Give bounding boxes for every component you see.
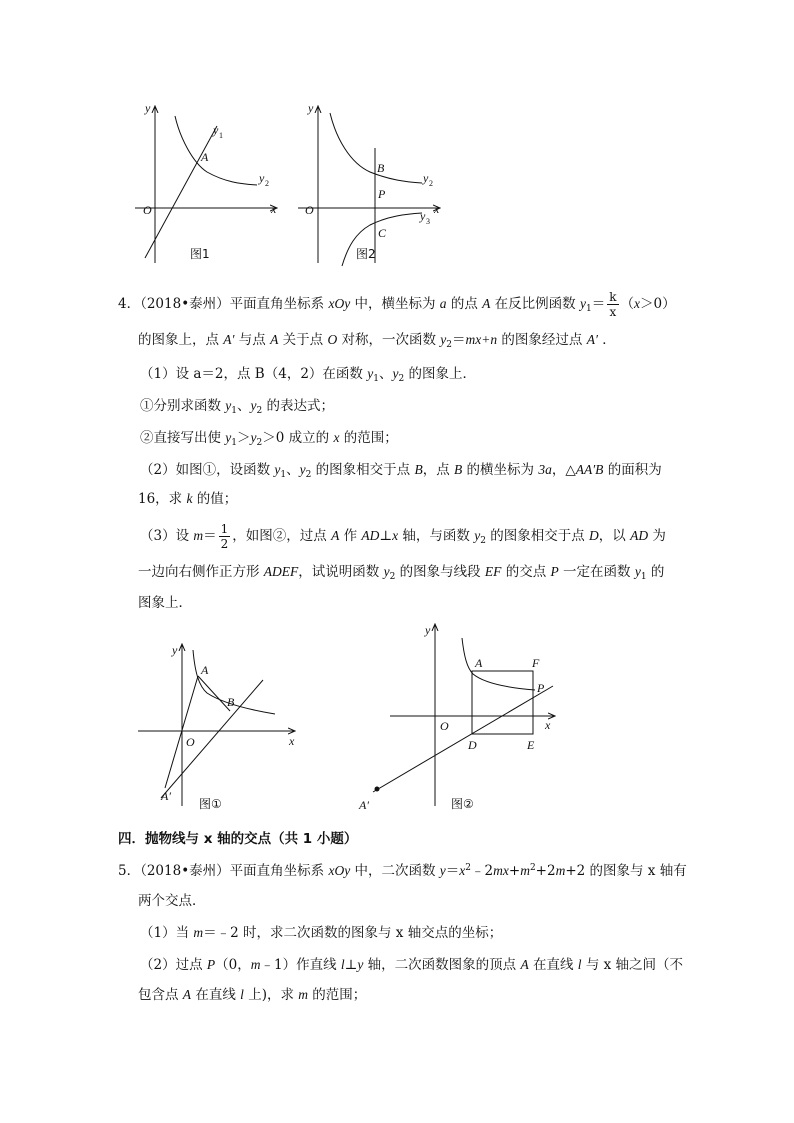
fraction-k-over-x: $\frac{k}{x}$ bbox=[609, 290, 617, 319]
problem-5-line-1: 5．（2018•泰州）平面直角坐标系 xOy 中，二次函数 $y=x^2﹣2mx+m^2+2m+2$ 的图象与 x 轴有 bbox=[118, 863, 687, 879]
label-x: x bbox=[289, 734, 295, 748]
label-y: y bbox=[308, 101, 314, 115]
line-y1 bbox=[145, 126, 217, 258]
problem-5-line-2: 两个交点． bbox=[138, 893, 206, 909]
curve-y1 bbox=[462, 638, 535, 690]
label-y: y bbox=[145, 101, 151, 115]
label-point-aprime: A′ bbox=[359, 798, 369, 812]
label-point-e: E bbox=[527, 738, 535, 752]
problem-4-part-3-line-3: 图象上． bbox=[138, 595, 192, 611]
problem-5-part-2-line-1: （2）过点 P（0，m﹣1）作直线 l⊥y 轴，二次函数图象的顶点 A 在直线 l 与 x 轴之间（不 bbox=[140, 957, 684, 973]
figure-caption: 图① bbox=[199, 797, 222, 811]
label-y1-sub: 1 bbox=[219, 131, 223, 140]
label-point-f: F bbox=[532, 656, 540, 670]
label-point-b: B bbox=[377, 161, 385, 175]
problem-4-sub-2: ②直接写出使 $y_1>y_2>0$ 成立的 x 的范围； bbox=[140, 430, 398, 448]
problem-5-part-2-line-2: 包含点 A 在直线 l 上)，求 m 的范围； bbox=[138, 987, 367, 1003]
figure-2-top bbox=[298, 98, 448, 268]
problem-4-part-2-line-2: 16，求 k 的值； bbox=[138, 491, 238, 507]
figure-caption: 图1 bbox=[190, 247, 210, 261]
label-point-a: A bbox=[201, 663, 209, 677]
label-point-c: C bbox=[378, 226, 387, 240]
problem-4-line-1: 4．（2018•泰州）平面直角坐标系 xOy 中，横坐标为 a 的点 A 在反比例函数 $y_1=$ $\frac{k}{x}$ （x＞0） bbox=[118, 290, 676, 319]
problem-5-part-1: （1）当 m＝﹣2 时，求二次函数的图象与 x 轴交点的坐标； bbox=[140, 925, 503, 941]
line-y2 bbox=[373, 686, 553, 792]
label-origin: O bbox=[143, 203, 152, 217]
label-point-p: P bbox=[378, 187, 386, 201]
label-y2-sub: 2 bbox=[429, 179, 433, 188]
label-y3-sub: 3 bbox=[426, 217, 430, 226]
label-origin: O bbox=[186, 735, 195, 749]
label-y2: y bbox=[423, 171, 429, 185]
curve-y2 bbox=[330, 113, 422, 183]
line-y2 bbox=[161, 680, 263, 798]
figure-1-top bbox=[135, 98, 285, 268]
label-x: x bbox=[545, 718, 551, 732]
label-point-aprime: A′ bbox=[161, 789, 171, 803]
label-y: y bbox=[172, 643, 178, 657]
label-y: y bbox=[425, 623, 431, 637]
square-adef bbox=[472, 671, 533, 734]
problem-4-part-2-line-1: （2）如图①，设函数 $y_1$、$y_2$ 的图象相交于点 B，点 B 的横坐标为 3a，△AA′B 的面积为 bbox=[140, 462, 662, 480]
label-origin: O bbox=[305, 203, 314, 217]
label-x: x bbox=[434, 202, 440, 216]
figure-caption: 图2 bbox=[356, 247, 376, 261]
label-y2-sub: 2 bbox=[265, 179, 269, 188]
label-point-b: B bbox=[227, 695, 235, 709]
section-heading: 四．抛物线与 x 轴的交点（共 1 小题） bbox=[118, 831, 358, 847]
label-y2: y bbox=[259, 171, 265, 185]
point-aprime-dot bbox=[375, 787, 380, 792]
problem-4-sub-1: ①分别求函数 $y_1$、$y_2$ 的表达式； bbox=[140, 398, 335, 416]
label-x: x bbox=[271, 202, 277, 216]
problem-4-part-3-line-2: 一边向右侧作正方形 ADEF，试说明函数 $y_2$ 的图象与线段 EF 的交点 P 一定在函数 $y_1$ 的 bbox=[138, 564, 665, 582]
label-y3: y bbox=[420, 209, 426, 223]
label-point-a: A bbox=[201, 150, 209, 164]
problem-4-part-3-line-1: （3）设 m＝ $\frac{1}{2}$ ，如图②，过点 A 作 AD⊥x 轴，与函数 $y_2$ 的图象相交于点 D，以 AD 为 bbox=[140, 522, 666, 551]
figure-circled-2 bbox=[355, 618, 570, 813]
segment-a-b bbox=[198, 676, 230, 711]
figure-circled-1 bbox=[135, 638, 305, 813]
label-point-d: D bbox=[468, 738, 477, 752]
problem-4-part-1: （1）设 a＝2，点 B（4，2）在函数 $y_1$、$y_2$ 的图象上． bbox=[140, 366, 476, 384]
problem-4-line-2: 的图象上，点 A′ 与点 A 关于点 O 对称，一次函数 $y_2=mx+n$ 的图象经过点 A′ ． bbox=[138, 332, 616, 350]
label-origin: O bbox=[440, 719, 449, 733]
label-y1: y bbox=[213, 123, 219, 137]
label-point-a: A bbox=[475, 656, 483, 670]
label-point-p: P bbox=[537, 681, 545, 695]
fraction-one-half: $\frac{1}{2}$ bbox=[220, 522, 229, 551]
figure-caption: 图② bbox=[451, 797, 474, 811]
